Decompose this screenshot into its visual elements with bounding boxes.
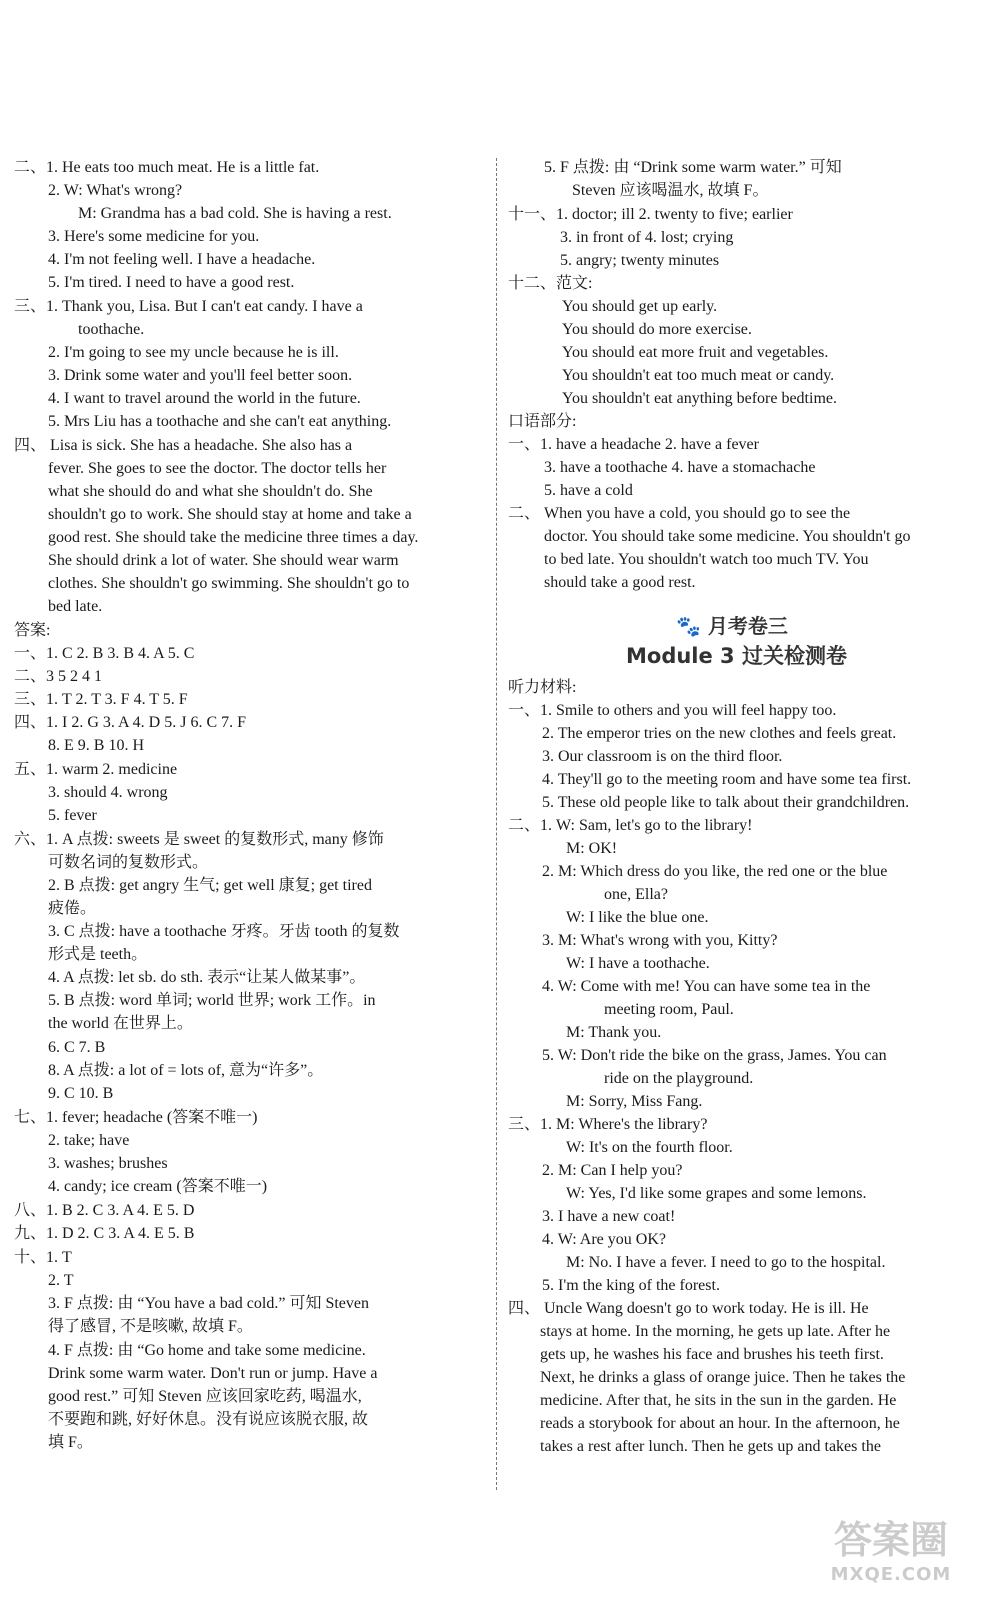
text-line: 6. C 7. B (48, 1039, 106, 1056)
text-line: 2. T (48, 1272, 74, 1289)
text-line: toothache. (78, 321, 145, 338)
text-line: shouldn't go to work. She should stay at home and take a (48, 506, 412, 523)
text-line: W: Yes, I'd like some grapes and some lemons. (566, 1185, 867, 1202)
watermark-logo-text: 答案圈 (833, 1518, 948, 1562)
text-line: Drink some warm water. Don't run or jump. Have a (48, 1365, 378, 1382)
module-title: Module 3 过关检测卷 (626, 644, 847, 668)
text-line: 5. Mrs Liu has a toothache and she can't eat anything. (48, 413, 392, 430)
text-line: 2. M: Which dress do you like, the red one or the blue (542, 863, 888, 880)
text-line: Next, he drinks a glass of orange juice. Then he takes the (540, 1369, 906, 1386)
text-line: 一、1. Smile to others and you will feel happy too. (508, 702, 837, 719)
text-line: 8. E 9. B 10. H (48, 737, 144, 754)
text-line: 3. should 4. wrong (48, 784, 168, 801)
text-line: 9. C 10. B (48, 1085, 114, 1102)
text-line: 3. in front of 4. lost; crying (560, 229, 734, 246)
text-line: 七、1. fever; headache (答案不唯一) (14, 1109, 258, 1126)
text-line: 口语部分: (508, 413, 577, 430)
text-line: 2. M: Can I help you? (542, 1162, 683, 1179)
text-line: M: Grandma has a bad cold. She is having a rest. (78, 205, 392, 222)
text-line: You shouldn't eat anything before bedtime. (562, 390, 837, 407)
text-line: M: Sorry, Miss Fang. (566, 1093, 703, 1110)
monthly-exam-label: 月考卷三 (707, 614, 788, 638)
text-line: 4. A 点拨: let sb. do sth. 表示“让某人做某事”。 (48, 969, 366, 986)
text-line: 2. take; have (48, 1132, 130, 1149)
text-line: Steven 应该喝温水, 故填 F。 (572, 182, 769, 199)
text-line: M: Thank you. (566, 1024, 662, 1041)
text-line: M: No. I have a fever. I need to go to the hospital. (566, 1254, 886, 1271)
text-line: meeting room, Paul. (604, 1001, 734, 1018)
text-line: 3. M: What's wrong with you, Kitty? (542, 932, 778, 949)
text-line: 4. candy; ice cream (答案不唯一) (48, 1178, 268, 1195)
text-line: M: OK! (566, 840, 618, 857)
text-line: 5. I'm the king of the forest. (542, 1277, 720, 1294)
text-line: You should do more exercise. (562, 321, 752, 338)
text-line: 3. F 点拨: 由 “You have a bad cold.” 可知 Steven (48, 1295, 370, 1312)
text-line: stays at home. In the morning, he gets up late. After he (540, 1323, 891, 1340)
text-line: W: I have a toothache. (566, 955, 710, 972)
text-line: 3. I have a new coat! (542, 1208, 676, 1225)
text-line: medicine. After that, he sits in the sun in the garden. He (540, 1392, 897, 1409)
text-line: to bed late. You shouldn't watch too much TV. You (544, 551, 869, 568)
text-line: takes a rest after lunch. Then he gets up and takes the (540, 1438, 881, 1455)
text-line: 4. They'll go to the meeting room and have some tea first. (542, 771, 912, 788)
text-line: 5. angry; twenty minutes (560, 252, 720, 269)
text-line: 3. washes; brushes (48, 1155, 168, 1172)
text-line: You shouldn't eat too much meat or candy. (562, 367, 835, 384)
text-line: W: It's on the fourth floor. (566, 1139, 733, 1156)
section-heading-monthly-exam (676, 610, 788, 639)
text-line: She should drink a lot of water. She should wear warm (48, 552, 399, 569)
site-watermark (796, 1516, 986, 1596)
text-line: 四、1. I 2. G 3. A 4. D 5. J 6. C 7. F (14, 714, 247, 731)
text-line: 3. Drink some water and you'll feel better soon. (48, 367, 353, 384)
text-line: 不要跑和跳, 好好休息。没有说应该脱衣服, 故 (48, 1411, 369, 1428)
text-line: 4. I'm not feeling well. I have a headache. (48, 251, 316, 268)
text-line: the world 在世界上。 (48, 1015, 193, 1032)
text-line: 3. Here's some medicine for you. (48, 228, 260, 245)
text-line: 六、1. A 点拨: sweets 是 sweet 的复数形式, many 修饰 (14, 831, 384, 848)
text-line: 4. I want to travel around the world in the future. (48, 390, 361, 407)
text-line: 四、 Lisa is sick. She has a headache. She also has a (14, 437, 353, 454)
text-line: 4. W: Come with me! You can have some tea in the (542, 978, 871, 995)
paw-icon: 🐾 (676, 614, 701, 638)
text-line: 3. Our classroom is on the third floor. (542, 748, 783, 765)
text-line: 8. A 点拨: a lot of = lots of, 意为“许多”。 (48, 1062, 324, 1079)
text-line: 3. C 点拨: have a toothache 牙疼。牙齿 tooth 的复数 (48, 923, 400, 940)
text-line: 听力材料: (508, 679, 577, 696)
text-line: 4. F 点拨: 由 “Go home and take some medicine. (48, 1342, 366, 1359)
text-line: 3. have a toothache 4. have a stomachache (544, 459, 816, 476)
text-line: You should eat more fruit and vegetables. (562, 344, 829, 361)
column-divider (496, 158, 497, 1490)
text-line: 2. B 点拨: get angry 生气; get well 康复; get tired (48, 877, 372, 894)
text-line: 5. W: Don't ride the bike on the grass, James. You can (542, 1047, 887, 1064)
text-line: 2. I'm going to see my uncle because he is ill. (48, 344, 339, 361)
text-line: 2. The emperor tries on the new clothes and feels great. (542, 725, 897, 742)
text-line: 5. I'm tired. I need to have a good rest. (48, 274, 295, 291)
text-line: 5. have a cold (544, 482, 633, 499)
text-line: 三、1. T 2. T 3. F 4. T 5. F (14, 691, 188, 708)
text-line: 九、1. D 2. C 3. A 4. E 5. B (14, 1225, 195, 1242)
text-line: what she should do and what she shouldn't do. She (48, 483, 373, 500)
text-line: 可数名词的复数形式。 (48, 854, 209, 871)
text-line: 十、1. T (14, 1249, 72, 1266)
text-line: 得了感冒, 不是咳嗽, 故填 F。 (48, 1318, 253, 1335)
text-line: 一、1. have a headache 2. have a fever (508, 436, 759, 453)
text-line: doctor. You should take some medicine. You shouldn't go (544, 528, 911, 545)
text-line: reads a storybook for about an hour. In the afternoon, he (540, 1415, 900, 1432)
text-line: 二、 When you have a cold, you should go to see the (508, 505, 851, 522)
text-line: 二、1. W: Sam, let's go to the library! (508, 817, 753, 834)
text-line: W: I like the blue one. (566, 909, 709, 926)
text-line: You should get up early. (562, 298, 718, 315)
text-line: 三、1. Thank you, Lisa. But I can't eat candy. I have a (14, 298, 363, 315)
text-line: 十二、范文: (508, 275, 593, 292)
text-line: 5. fever (48, 807, 97, 824)
text-line: fever. She goes to see the doctor. The doctor tells her (48, 460, 387, 477)
text-line: one, Ella? (604, 886, 668, 903)
text-line: 答案: (14, 622, 51, 639)
text-line: should take a good rest. (544, 574, 696, 591)
text-line: clothes. She shouldn't go swimming. She shouldn't go to (48, 575, 410, 592)
text-line: 十一、1. doctor; ill 2. twenty to five; earlier (508, 206, 793, 223)
watermark-url: MXQE.COM (830, 1564, 952, 1585)
text-line: 形式是 teeth。 (48, 946, 148, 963)
text-line: 4. W: Are you OK? (542, 1231, 666, 1248)
text-line: gets up, he washes his face and brushes his teeth first. (540, 1346, 884, 1363)
text-line: 填 F。 (48, 1434, 93, 1451)
text-line: 二、1. He eats too much meat. He is a little fat. (14, 159, 320, 176)
text-line: 疲倦。 (48, 900, 97, 917)
text-line: 二、3 5 2 4 1 (14, 668, 103, 685)
text-line: 5. B 点拨: word 单词; world 世界; work 工作。in (48, 992, 376, 1009)
text-line: 5. F 点拨: 由 “Drink some warm water.” 可知 (544, 159, 842, 176)
text-line: good rest. She should take the medicine three times a day. (48, 529, 419, 546)
text-line: bed late. (48, 598, 103, 615)
text-line: good rest.” 可知 Steven 应该回家吃药, 喝温水, (48, 1388, 362, 1405)
text-line: 一、1. C 2. B 3. B 4. A 5. C (14, 645, 195, 662)
text-line: 三、1. M: Where's the library? (508, 1116, 708, 1133)
text-line: 2. W: What's wrong? (48, 182, 183, 199)
text-line: ride on the playground. (604, 1070, 754, 1087)
text-line: 5. These old people like to talk about their grandchildren. (542, 794, 910, 811)
text-line: 四、 Uncle Wang doesn't go to work today. He is ill. He (508, 1300, 869, 1317)
text-line: 八、1. B 2. C 3. A 4. E 5. D (14, 1202, 195, 1219)
text-line: 五、1. warm 2. medicine (14, 761, 178, 778)
